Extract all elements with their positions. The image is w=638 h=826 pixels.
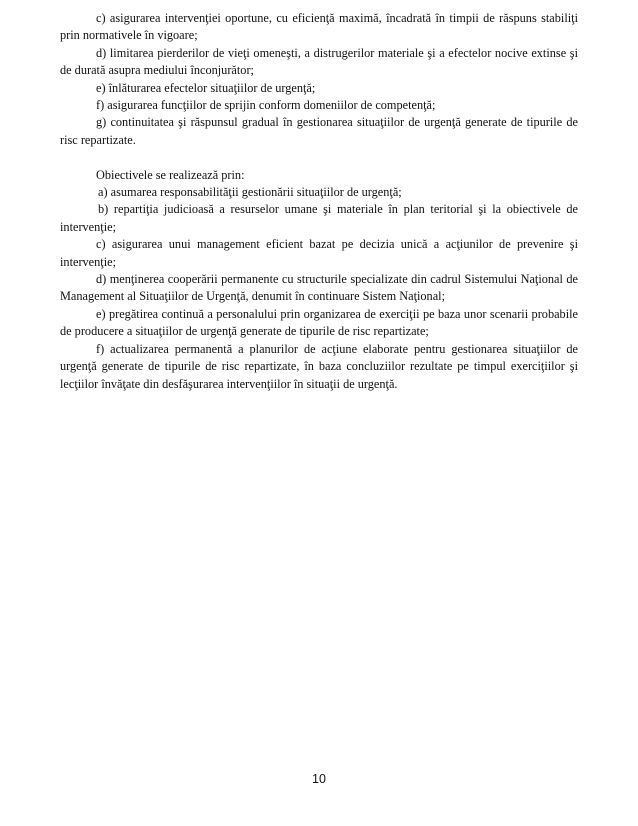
objective-f: f) actualizarea permanentă a planurilor de acţiune elaborate pentru gestionarea situaţiilor de urgenţă generate de tipurile de risc repartizate, în baza concluziilor rezultate pe timpul exerciţiilor şi lecţiilor învăţate din desfăşurarea intervenţiilor în situaţii de urgenţă.: [60, 341, 578, 391]
paragraph-g-continuitatea: g) continuitatea şi răspunsul gradual în gestionarea situaţiilor de urgenţă generate de tipurile de risc repartizate.: [60, 115, 578, 147]
objective-d: d) menţinerea cooperării permanente cu structurile specializate din cadrul Sistemului Naţional de Management al Situaţiilor de Urgenţă, denumit în continuare Sistem Naţional;: [60, 272, 578, 304]
paragraph-f-functii-sprijin: f) asigurarea funcţiilor de sprijin conform domeniilor de competenţă;: [96, 98, 436, 113]
page-number: 10: [312, 772, 326, 786]
paragraph-d-limitarea: d) limitarea pierderilor de vieţi omeneşti, a distrugerilor materiale şi a efectelor nocive extinse şi de durată asupra mediului înconjurător;: [60, 45, 578, 78]
paragraph-c-interventie: c) asigurarea intervenţiei oportune, cu eficienţă maximă, încadrată în timpii de răspuns stabiliţi prin normativele în vigoare;: [60, 11, 578, 43]
objectives-intro: Obiectivele se realizează prin:: [96, 167, 245, 182]
objective-c: c) asigurarea unui management eficient bazat pe decizia unică a acţiunilor de prevenire şi intervenţie;: [60, 237, 578, 269]
document-body: [60, 10, 578, 393]
objective-e: e) pregătirea continuă a personalului prin organizarea de exerciţii pe baza unor scenarii probabile de producere a situaţiilor de urgenţă generate de tipurile de risc repartizate;: [60, 306, 578, 339]
paragraph-e-inlaturarea: e) înlăturarea efectelor situaţiilor de urgenţă;: [96, 80, 316, 95]
objective-a: a) asumarea responsabilităţii gestionării situaţiilor de urgenţă;: [98, 185, 402, 200]
objective-b: b) repartiţia judicioasă a resurselor umane şi materiale în plan teritorial şi la obiectivele de intervenţie;: [60, 202, 578, 234]
